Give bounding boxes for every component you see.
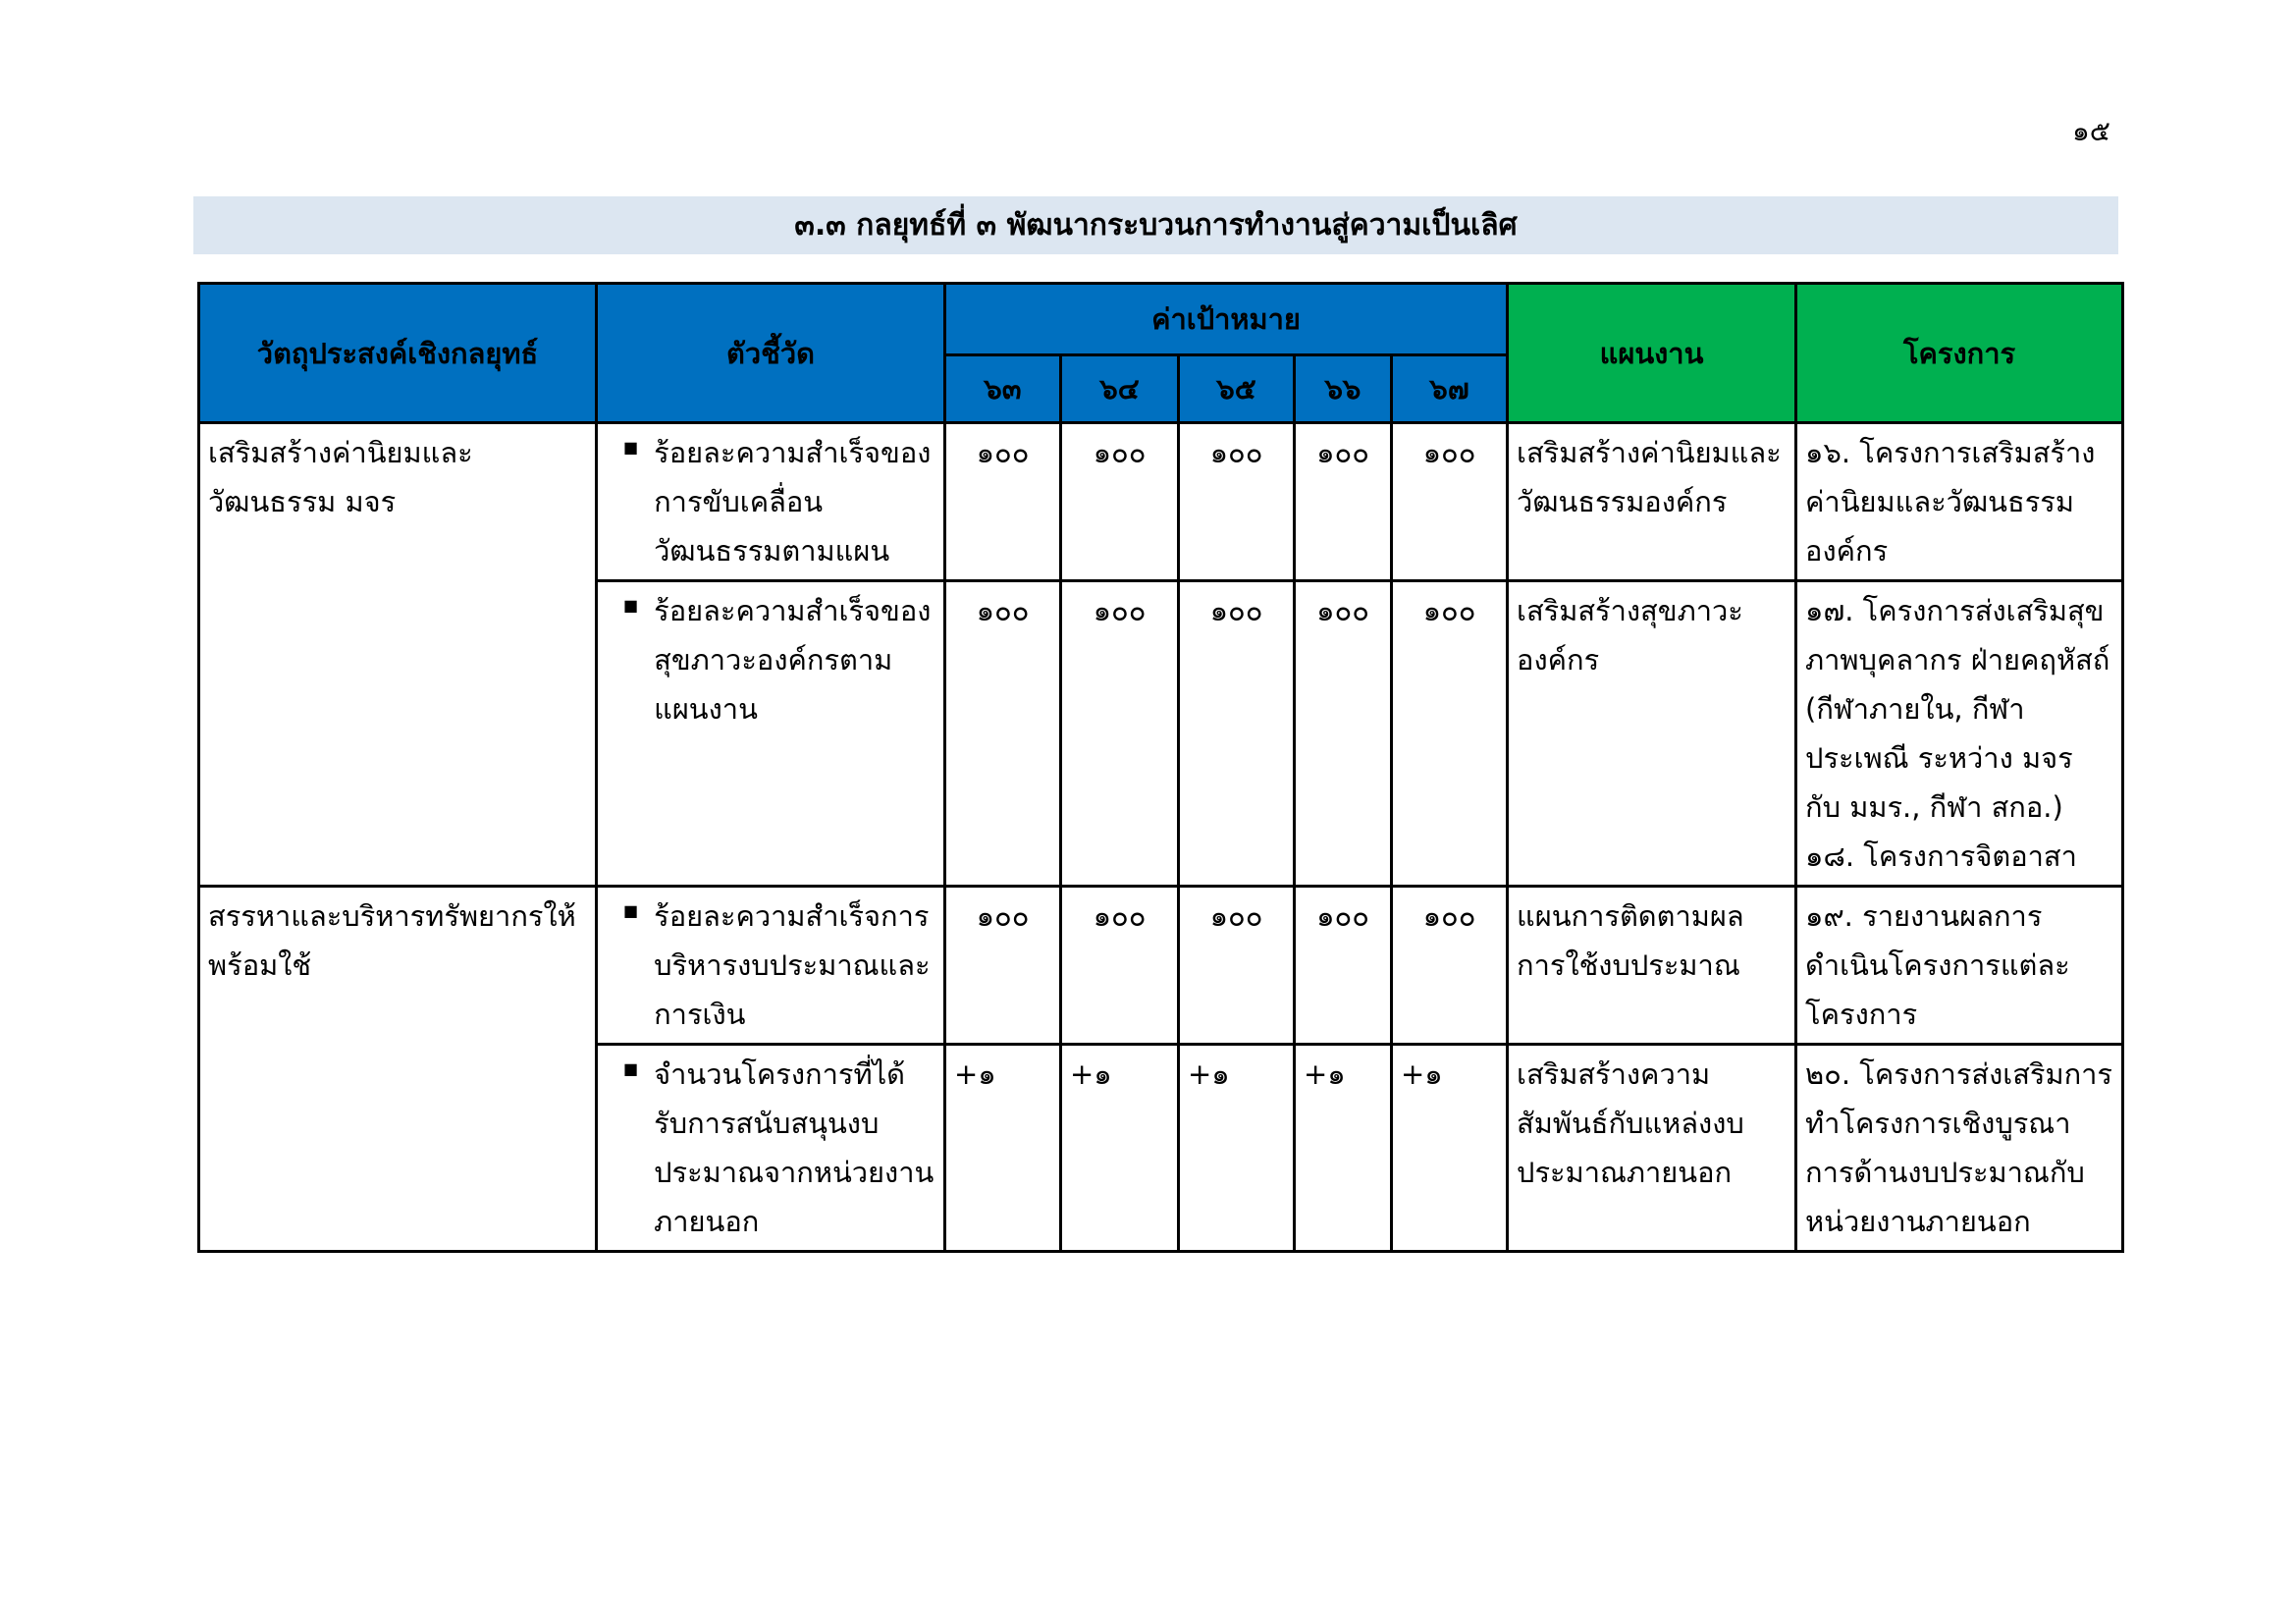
target-cell: ๑๐๐ — [1392, 887, 1508, 1045]
header-objective: วัตถุประสงค์เชิงกลยุทธ์ — [199, 284, 597, 423]
header-plan: แผนงาน — [1508, 284, 1796, 423]
target-cell: +๑ — [1392, 1045, 1508, 1252]
strategy-table — [197, 282, 2124, 1253]
target-cell: ๑๐๐ — [1392, 581, 1508, 887]
target-cell: ๑๐๐ — [1392, 423, 1508, 581]
table-row — [199, 887, 2123, 1045]
bullet-icon: ■ — [623, 1059, 639, 1078]
header-year: ๖๔ — [1061, 355, 1179, 423]
header-indicator: ตัวชี้วัด — [597, 284, 945, 423]
target-cell: ๑๐๐ — [1179, 581, 1295, 887]
header-year: ๖๕ — [1179, 355, 1295, 423]
header-year: ๖๓ — [945, 355, 1061, 423]
plan-cell: เสริมสร้างค่านิยมและวัฒนธรรมองค์กร — [1508, 423, 1796, 581]
indicator-cell: ■ ร้อยละความสำเร็จของสุขภาวะองค์กรตามแผนงาน — [597, 581, 945, 887]
header-project: โครงการ — [1796, 284, 2123, 423]
objective-cell: เสริมสร้างค่านิยมและวัฒนธรรม มจร — [199, 423, 597, 887]
target-cell: ๑๐๐ — [945, 887, 1061, 1045]
target-cell: ๑๐๐ — [945, 581, 1061, 887]
table-row — [199, 423, 2123, 581]
target-cell: ๑๐๐ — [1295, 887, 1392, 1045]
indicator-cell: ■ ร้อยละความสำเร็จของการขับเคลื่อนวัฒนธรรมตามแผน — [597, 423, 945, 581]
project-cell: ๑๙. รายงานผลการดำเนินโครงการแต่ละโครงการ — [1796, 887, 2123, 1045]
target-cell: ๑๐๐ — [1179, 887, 1295, 1045]
indicator-cell: ■ ร้อยละความสำเร็จการบริหารงบประมาณและการเงิน — [597, 887, 945, 1045]
plan-cell: เสริมสร้างความสัมพันธ์กับแหล่งงบประมาณภายนอก — [1508, 1045, 1796, 1252]
target-cell: ๑๐๐ — [1179, 423, 1295, 581]
section-title: ๓.๓ กลยุทธ์ที่ ๓ พัฒนากระบวนการทำงานสู่ความเป็นเลิศ — [193, 196, 2118, 254]
target-cell: +๑ — [1061, 1045, 1179, 1252]
header-year: ๖๖ — [1295, 355, 1392, 423]
project-cell: ๒๐. โครงการส่งเสริมการทำโครงการเชิงบูรณาการด้านงบประมาณกับหน่วยงานภายนอก — [1796, 1045, 2123, 1252]
bullet-icon: ■ — [623, 596, 639, 615]
header-target: ค่าเป้าหมาย — [945, 284, 1508, 355]
target-cell: +๑ — [945, 1045, 1061, 1252]
target-cell: ๑๐๐ — [945, 423, 1061, 581]
target-cell: +๑ — [1179, 1045, 1295, 1252]
page-number: ๑๕ — [2072, 115, 2110, 147]
target-cell: ๑๐๐ — [1295, 423, 1392, 581]
indicator-cell: ■ จำนวนโครงการที่ได้รับการสนับสนุนงบประมาณจากหน่วยงานภายนอก — [597, 1045, 945, 1252]
header-year: ๖๗ — [1392, 355, 1508, 423]
target-cell: ๑๐๐ — [1061, 581, 1179, 887]
objective-cell: สรรหาและบริหารทรัพยากรให้พร้อมใช้ — [199, 887, 597, 1252]
project-cell: ๑๗. โครงการส่งเสริมสุขภาพบุคลากร ฝ่ายคฤหัสถ์ (กีฬาภายใน, กีฬาประเพณี ระหว่าง มจร กับ มมร., กีฬา สกอ.) ๑๘. โครงการจิตอาสา — [1796, 581, 2123, 887]
target-cell: ๑๐๐ — [1061, 887, 1179, 1045]
bullet-icon: ■ — [623, 901, 639, 920]
target-cell: +๑ — [1295, 1045, 1392, 1252]
target-cell: ๑๐๐ — [1061, 423, 1179, 581]
plan-cell: เสริมสร้างสุขภาวะองค์กร — [1508, 581, 1796, 887]
bullet-icon: ■ — [623, 438, 639, 457]
plan-cell: แผนการติดตามผลการใช้งบประมาณ — [1508, 887, 1796, 1045]
target-cell: ๑๐๐ — [1295, 581, 1392, 887]
project-cell: ๑๖. โครงการเสริมสร้างค่านิยมและวัฒนธรรมองค์กร — [1796, 423, 2123, 581]
